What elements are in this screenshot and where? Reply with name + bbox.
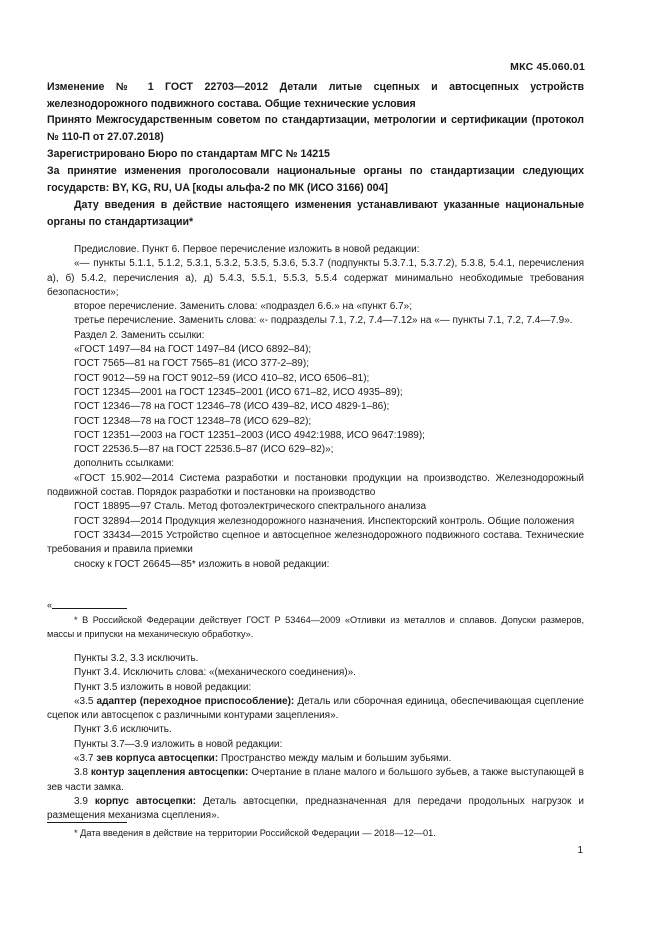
page-number: 1 xyxy=(577,845,583,856)
definition-paragraph xyxy=(47,695,584,724)
footnote-separator xyxy=(52,608,127,609)
footnote-separator xyxy=(47,822,127,823)
paragraph: третье перечисление. Заменить слова: «- подразделы 7.1, 7.2, 7.4—7.12» на «— пункты 7.1, 7.2, 7.4—7.9». xyxy=(74,315,573,327)
paragraph: дополнить ссылками: xyxy=(74,458,175,470)
paragraph: Пункт 3.5 изложить в новой редакции: xyxy=(74,681,252,693)
definition-text: Очертание в плане малого и большого зубьев, а также выступающей в зев части замка. xyxy=(47,767,584,793)
page-footnote: * Дата введения в действие на территории Российской Федерации — 2018—12—01. xyxy=(74,828,436,838)
registration-statement: Зарегистрировано Бюро по стандартам МГС № 14215 xyxy=(47,148,330,160)
definition-text: Деталь автосцепки, предназначенная для передачи продольных нагрузок и размещения механизма сцепления». xyxy=(47,795,584,822)
body-text-bottom xyxy=(47,652,584,824)
definition-term: корпус автосцепки: xyxy=(94,795,197,807)
reference-line: ГОСТ 12348—78 на ГОСТ 12348–78 (ИСО 629–82); xyxy=(74,415,312,427)
footnote-open-quote: « xyxy=(47,600,53,610)
paragraph: Пункты 3.2, 3.3 исключить. xyxy=(74,653,199,664)
reference-line: ГОСТ 12346—78 на ГОСТ 12346–78 (ИСО 439–82, ИСО 4829-1–86); xyxy=(74,401,390,413)
footnote-text: * В Российской Федерации действует ГОСТ Р 53464—2009 «Отливки из металлов и сплавов. Допуски размеров, массы и припуски на механическую обработку». xyxy=(47,615,584,639)
paragraph: Пункт 3.6 исключить. xyxy=(74,724,172,736)
reference-line: ГОСТ 7565—81 на ГОСТ 7565–81 (ИСО 377-2–89); xyxy=(74,358,309,370)
definition-paragraph xyxy=(47,795,584,824)
reference-line: ГОСТ 33434—2015 Устройство сцепное и автосцепное железнодорожного подвижного состава. Технические требования и правила приемки xyxy=(47,529,584,556)
definition-text: Деталь или сборочная единица, обеспечивающая сцепление сцепок или автосцепок с различными контурами зацепления». xyxy=(47,695,584,722)
definition-number: 3.8 xyxy=(74,767,91,779)
adopted-statement: Принято Межгосударственным советом по стандартизации, метрологии и сертификации (протокол № 110-П от 27.07.2018) xyxy=(47,114,584,143)
reference-line: ГОСТ 12351—2003 на ГОСТ 12351–2003 (ИСО 4942:1988, ИСО 9647:1989); xyxy=(74,429,425,441)
reference-line: «ГОСТ 1497—84 на ГОСТ 1497–84 (ИСО 6892–84); xyxy=(74,344,312,356)
reference-line: ГОСТ 32894—2014 Продукция железнодорожного назначения. Инспекторский контроль. Общие положения xyxy=(74,515,575,527)
definition-term: зев корпуса автосцепки: xyxy=(96,753,219,765)
reference-line: ГОСТ 9012—59 на ГОСТ 9012–59 (ИСО 410–82, ИСО 6506–81); xyxy=(74,372,370,384)
paragraph: Предисловие. Пункт 6. Первое перечисление изложить в новой редакции: xyxy=(74,244,420,255)
paragraph: Раздел 2. Заменить ссылки: xyxy=(74,329,205,341)
paragraph: сноску к ГОСТ 26645—85* изложить в новой редакции: xyxy=(74,558,330,570)
reference-line: «ГОСТ 15.902—2014 Система разработки и постановки продукции на производство. Железнодорожный подвижной состав. Порядок разработки и постановки на производство xyxy=(47,472,584,499)
voting-statement: За принятие изменения проголосовали национальные органы по стандартизации следующих государств: BY, KG, RU, UA [коды альфа-2 по МК (ИСО 3166) 004] xyxy=(47,165,584,194)
reference-line: ГОСТ 22536.5—87 на ГОСТ 22536.5–87 (ИСО 629–82)»; xyxy=(74,444,334,456)
paragraph: Пункт 3.4. Исключить слова: «(механического соединения)». xyxy=(74,667,356,679)
definition-number: «3.5 xyxy=(74,695,97,707)
definition-text: Пространство между малым и большим зубьями. xyxy=(218,753,452,765)
paragraph: Пункты 3.7—3.9 изложить в новой редакции: xyxy=(74,738,283,750)
definition-number: 3.9 xyxy=(74,795,95,807)
definition-term: адаптер (переходное приспособление): xyxy=(96,695,295,707)
definition-paragraph xyxy=(47,766,584,795)
paragraph: «— пункты 5.1.1, 5.1.2, 5.3.1, 5.3.2, 5.3.5, 5.3.6, 5.3.7 (подпункты 5.3.7.1, 5.3.7.2), 5.3.8, 5.4.1, перечисления а), б) 5.4.2, перечисления а), д) 5.4.3, 5.5.1, 5.5.3, 5.5.4 содержат минимально необходимые требования безопасности»; xyxy=(47,258,584,298)
paragraph: второе перечисление. Заменить слова: «подраздел 6.6.» на «пункт 6.7»; xyxy=(74,301,412,313)
amendment-title: Изменение № 1 ГОСТ 22703—2012 Детали литые сцепных и автосцепных устройств железнодорожного подвижного состава. Общие технические условия xyxy=(47,81,584,110)
reference-line: ГОСТ 12345—2001 на ГОСТ 12345–2001 (ИСО 671–82, ИСО 4935–89); xyxy=(74,386,403,398)
definition-term: контур зацепления автосцепки: xyxy=(90,767,249,779)
definition-number: «3.7 xyxy=(74,753,97,765)
effective-date-statement: Дату введения в действие настоящего изменения устанавливают указанные национальные органы по стандартизации* xyxy=(47,199,584,228)
reference-line: ГОСТ 18895—97 Сталь. Метод фотоэлектрического спектрального анализа xyxy=(74,501,427,513)
classification-code: МКС 45.060.01 xyxy=(510,61,585,73)
definition-paragraph xyxy=(47,752,584,766)
body-text-top xyxy=(47,243,584,572)
